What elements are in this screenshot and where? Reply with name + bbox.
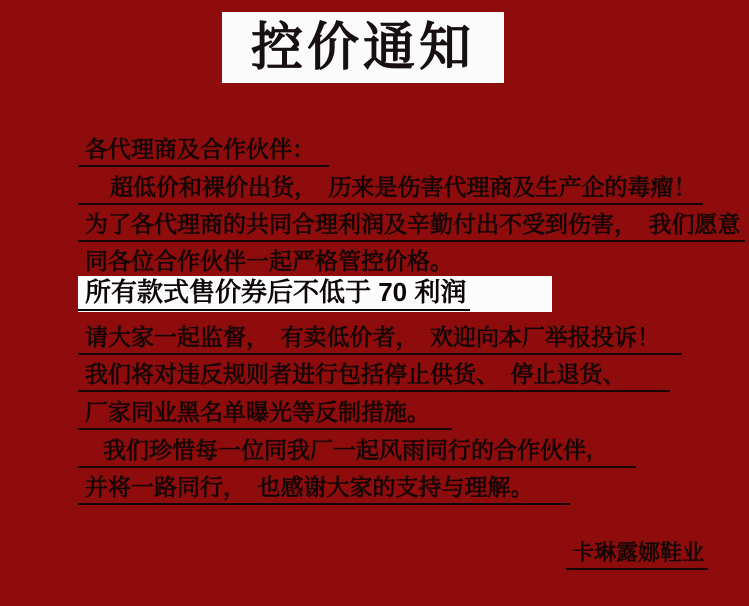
notice-line-text: 为了各代理商的共同合理利润及辛勤付出不受到伤害， 我们愿意 <box>78 211 745 242</box>
salutation-text: 各代理商及合作伙伴： <box>78 136 329 167</box>
notice-line-text: 请大家一起监督， 有卖低价者， 欢迎向本厂举报投诉！ <box>78 324 682 355</box>
title-box <box>222 12 504 83</box>
notice-line <box>78 474 570 505</box>
notice-line <box>78 248 479 279</box>
highlight-price-rule <box>78 276 552 312</box>
notice-line <box>78 399 452 430</box>
signature-text: 卡琳露娜鞋业 <box>566 540 708 570</box>
salutation-line <box>78 136 329 167</box>
notice-line-text: 厂家同业黑名单曝光等反制措施。 <box>78 399 452 430</box>
notice-line <box>78 361 670 392</box>
signature <box>566 540 708 570</box>
notice-line <box>78 437 636 468</box>
notice-line <box>78 211 745 242</box>
notice-line <box>78 324 682 355</box>
notice-line-text: 并将一路同行， 也感谢大家的支持与理解。 <box>78 474 570 505</box>
notice-line-text: 我们珍惜每一位同我厂一起风雨同行的合作伙伴, <box>78 437 636 468</box>
poster-title: 控价通知 <box>250 18 475 77</box>
notice-line <box>78 174 703 205</box>
notice-line-text: 我们将对违反规则者进行包括停止供货、 停止退货、 <box>78 361 670 392</box>
highlight-price-rule-text: 所有款式售价券后不低于 70 利润 <box>78 278 470 311</box>
notice-line-text: 同各位合作伙伴一起严格管控价格。 <box>78 248 479 279</box>
notice-line-text: 超低价和裸价出货， 历来是伤害代理商及生产企的毒瘤！ <box>78 174 703 205</box>
